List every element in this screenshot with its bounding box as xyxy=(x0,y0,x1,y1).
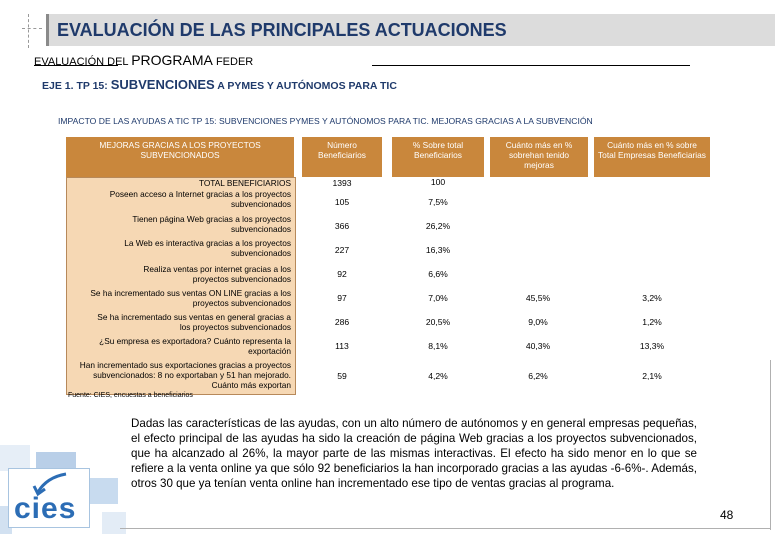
cell-pct: 100 xyxy=(430,177,446,187)
row-label: Se ha incrementado sus ventas en general gracias a los proyectos subvencionados xyxy=(97,312,291,332)
row-labels-panel xyxy=(66,177,296,395)
subtitle-feder: FEDER xyxy=(212,56,254,68)
cell-pct: 8,1% xyxy=(428,341,448,351)
frame-rule-right xyxy=(770,360,771,530)
cell-num: 105 xyxy=(334,197,350,207)
cell-num: 59 xyxy=(337,371,347,381)
cell-pct: 20,5% xyxy=(425,317,451,327)
cell-mas: 9,0% xyxy=(528,317,548,327)
cell-pct: 7,0% xyxy=(428,293,448,303)
page-title: EVALUACIÓN DE LAS PRINCIPALES ACTUACIONES xyxy=(57,20,507,40)
cell-total: 3,2% xyxy=(642,293,662,303)
decorative-square xyxy=(102,512,126,534)
cell-mas: 40,3% xyxy=(525,341,551,351)
subtitle-rule-left xyxy=(34,65,118,66)
cell-pct: 4,2% xyxy=(428,371,448,381)
header-mejoras: MEJORAS GRACIAS A LOS PROYECTOS SUBVENCIONADOS xyxy=(99,140,261,160)
logo-text: cies xyxy=(14,492,77,525)
cell-num: 227 xyxy=(334,245,350,255)
cell-total: 2,1% xyxy=(642,371,662,381)
page-number: 48 xyxy=(720,508,734,522)
frame-rule-bottom xyxy=(120,528,770,529)
cell-total: 1,2% xyxy=(642,317,662,327)
header-total: Cuánto más en % sobre Total Empresas Beneficiarias xyxy=(598,140,706,160)
table-caption: IMPACTO DE LAS AYUDAS A TIC TP 15: SUBVENCIONES PYMES Y AUTÓNOMOS PARA TIC. MEJORAS GRACIAS A LA SUBVENCIÓN xyxy=(58,116,593,126)
decorative-dash-vertical xyxy=(28,14,29,48)
eje-suffix: A PYMES Y AUTÓNOMOS PARA TIC xyxy=(214,80,397,92)
cell-num: 366 xyxy=(334,221,350,231)
body-paragraph: Dadas las características de las ayudas, con un alto número de autónomos y en general empresas pequeñas, el efecto principal de las ayudas ha sido la creación de página Web gracias a los proyectos subvencionados, que ha alcanzado al 26%, la mayor parte de las mismas interactivas. El efecto ha sido menor en lo que se refiere a la venta online ya que sólo 92 beneficiarios la han incorporado gracias a las ayudas -6-6%-. Además, otros 30 que ya tenían venta online han incrementado ese tipo de ventas gracias al programa. xyxy=(131,417,697,490)
row-label: ¿Su empresa es exportadora? Cuánto representa la exportación xyxy=(99,336,291,356)
subtitle-rule-right xyxy=(372,65,690,66)
subtitle-lead: EVALUACIÓN DEL xyxy=(34,56,132,68)
row-label: TOTAL BENEFICIARIOS xyxy=(198,178,291,188)
header-numero: Número Beneficiarios xyxy=(318,140,366,160)
cell-pct: 6,6% xyxy=(428,269,448,279)
cell-mas: 6,2% xyxy=(528,371,548,381)
row-label: Tienen página Web gracias a los proyectos subvencionados xyxy=(132,214,291,234)
decorative-square xyxy=(90,478,118,504)
cell-total: 13,3% xyxy=(639,341,665,351)
cell-pct: 16,3% xyxy=(425,245,451,255)
header-pct: % Sobre total Beneficiarios xyxy=(412,140,464,160)
row-label: La Web es interactiva gracias a los proyectos subvencionados xyxy=(124,238,291,258)
cell-num: 97 xyxy=(337,293,347,303)
row-label: Realiza ventas por internet gracias a los proyectos subvencionados xyxy=(143,264,291,284)
table-source: Fuente: CIES, encuestas a beneficiarios xyxy=(68,392,193,399)
cell-pct: 26,2% xyxy=(425,221,451,231)
row-label: Han incrementado sus exportaciones gracias a proyectos subvencionados: 8 no exportaban y 51 han mejorado. Cuánto más exportan xyxy=(79,360,291,390)
row-label: Se ha incrementado sus ventas ON LINE gracias a los proyectos subvencionados xyxy=(90,288,291,308)
decorative-dash-horizontal xyxy=(22,28,42,29)
eje-heading xyxy=(42,77,397,92)
header-mas: Cuánto más en % sobrehan tenido mejoras xyxy=(505,140,573,170)
cell-num: 92 xyxy=(337,269,347,279)
cell-mas: 45,5% xyxy=(525,293,551,303)
row-label: Poseen acceso a Internet gracias a los proyectos subvencionados xyxy=(109,189,291,209)
subtitle-program: PROGRAMA xyxy=(131,52,213,68)
eje-prefix: EJE 1. TP 15: xyxy=(42,80,111,92)
cell-num: 286 xyxy=(334,317,350,327)
title-bar xyxy=(46,14,775,46)
eje-subvenciones: SUBVENCIONES xyxy=(110,77,215,92)
cell-num: 113 xyxy=(335,341,349,351)
cell-num: 1393 xyxy=(332,178,352,188)
cell-pct: 7,5% xyxy=(428,197,448,207)
